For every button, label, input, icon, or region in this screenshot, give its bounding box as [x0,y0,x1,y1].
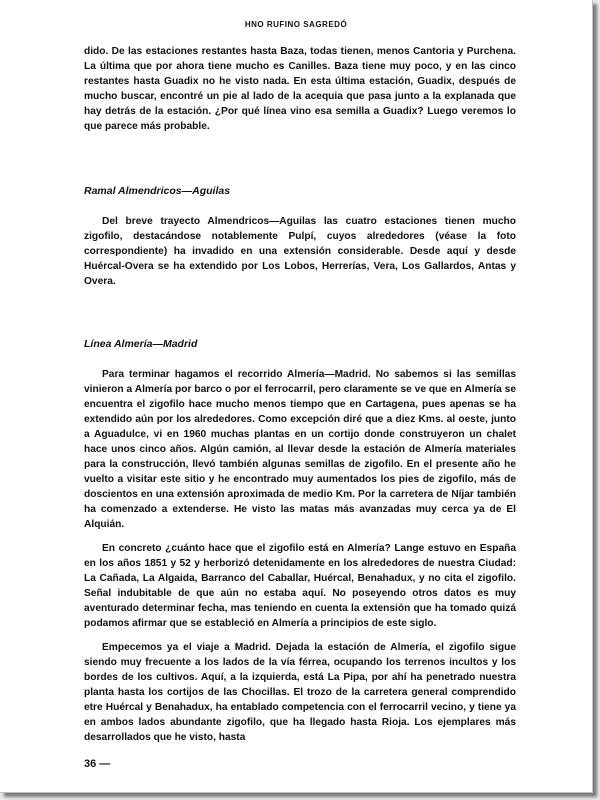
paragraph-en-concreto: En concreto ¿cuánto hace que el zigofilo está en Almería? Lange estuvo en España en los años 1851 y 52 y herborizó detenidamente en los alrededores de nuestra Ciudad: La Cañada, La Algaida, Barranco del Caballar, Huércal, Benahadux, y no cita el zigofilo. Señal indubitable de que aún no estaba aquí. No poseyendo otros datos es muy aventurado determinar fecha, mas teniendo en cuenta la extensión que ha tomado quizá podamos afirmar que se estableció en Almería a principios de este siglo. [84,543,516,629]
body-text [84,44,516,745]
page-number: 36 — [84,758,111,770]
paragraph-recorrido: Para terminar hagamos el recorrido Almería—Madrid. No sabemos si las semillas vinieron a Almería por barco o por el ferrocarril, pero claramente se ve que en Almería se encuentra el zigofilo hace mucho menos tiempo que en Cartagena, pues apenas se ha extendido aún por los alrededores. Como excepción diré que a diez Kms. al oeste, junto a Aguadulce, vi en 1960 muchas plantas en un cortijo donde construyeron un chalet hace unos cinco años. Algún camión, al llevar desde la estación de Almería materiales para la construcción, llevó también algunas semillas de zigofilo. En el presente año he vuelto a visitar este sitio y he encontrado muy aumentados los pies de zigofilo, más de doscientos en una extensión aproximada de medio Km. Por la carretera de Níjar también ha comenzado a extenderse. He visto las matas más avanzadas muy cerca ya de El Alquián. [84,369,516,530]
paragraph-viaje-madrid: Empecemos ya el viaje a Madrid. Dejada la estación de Almería, el zigofilo sigue siendo muy frecuente a los lados de la vía férrea, ocupando los terrenos incultos y los bordes de los cultivos. Aquí, a la izquierda, está La Pipa, por ahí ha penetrado nuestra planta hasta los cortijos de las Chocillas. El trozo de la carretera general comprendido etre Huércal y Benahadux, ha entablado competencia con el ferrocarril vecino, y tiene ya en ambos lados abundante zigofilo, que ha llegado hasta Rioja. Los ejemplares más desarrollados que he visto, hasta [84,642,516,743]
running-header: HNO RUFINO SAGREDÓ [244,20,348,29]
paragraph-ramal: Del breve trayecto Almendricos—Aguilas las cuatro estaciones tienen mucho zigofilo, destacándose notablemente Pulpí, cuyos alrededores (véase la foto correspondiente) ha invadido en una extensión considerable. Desde aquí y desde Huércal-Overa se ha extendido por Los Lobos, Herrerías, Vera, Los Gallardos, Antas y Overa. [84,216,516,287]
paragraph-continuation: dido. De las estaciones restantes hasta Baza, todas tienen, menos Cantoria y Purchena. La última que por ahora tiene mucho es Canilles. Baza tiene muy poco, y en las cinco restantes hasta Guadix no he visto nada. En esta última estación, Guadix, después de mucho buscar, encontré un pie al lado de la acequia que pasa junto a la explanada que hay detrás de la estación. ¿Por qué línea vino esa semilla a Guadix? Luego veremos lo que parece más probable. [84,46,516,132]
section-heading-linea: Línea Almería—Madrid [84,338,198,350]
section-heading-ramal: Ramal Almendricos—Aguilas [84,185,231,197]
